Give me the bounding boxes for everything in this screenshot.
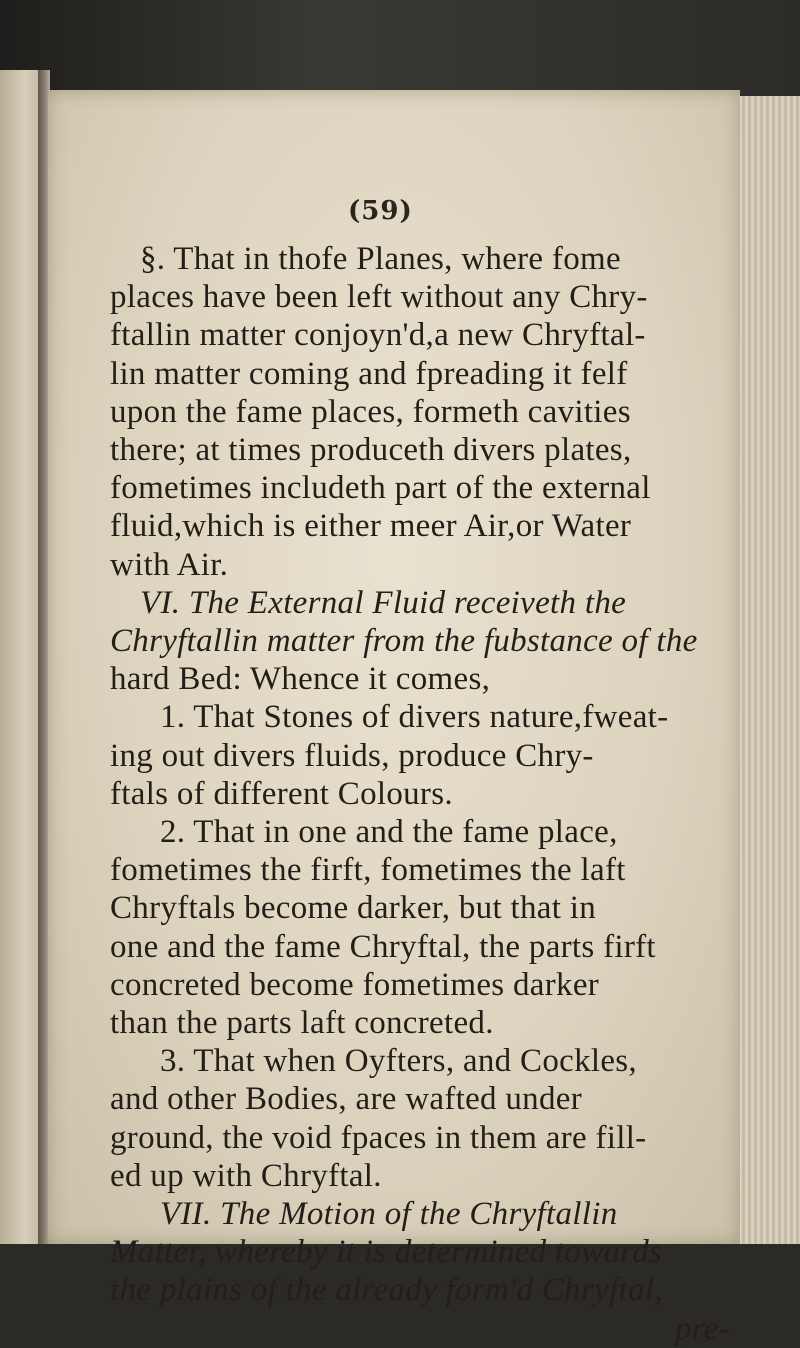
text-line: fometimes the firft, fometimes the laft xyxy=(110,852,626,889)
text-line: Chryftallin matter from the fubstance of the xyxy=(110,623,698,660)
page-text xyxy=(110,240,770,1348)
text-line: 3. That when Oyfters, and Cockles, xyxy=(160,1043,637,1080)
text-line: with Air. xyxy=(110,546,229,583)
text-line: fluid,which is either meer Air,or Water xyxy=(110,508,632,545)
section-heading-vii: VII. The Motion of the Chryftallin xyxy=(160,1196,618,1233)
text-line: than the parts laft concreted. xyxy=(110,1005,494,1042)
book-page xyxy=(48,90,740,1347)
facing-page-edge xyxy=(0,70,42,1244)
section-heading-vi: VI. The External Fluid receiveth the xyxy=(140,584,627,621)
text-line: ftallin matter conjoyn'd,a new Chryftal- xyxy=(110,317,646,354)
text-line: places have been left without any Chry- xyxy=(110,279,648,316)
text-line: Chryftals become darker, but that in xyxy=(110,890,596,927)
text-line: Matter, whereby it is determined towards xyxy=(110,1234,663,1271)
text-line: lin matter coming and fpreading it felf xyxy=(110,355,628,392)
text-line: concreted become fometimes darker xyxy=(110,966,600,1003)
text-line: ing out divers fluids, produce Chry- xyxy=(110,737,594,774)
text-line: 2. That in one and the fame place, xyxy=(160,814,618,851)
text-line: ground, the void fpaces in them are fill- xyxy=(110,1119,647,1156)
text-line: the plains of the already form'd Chryftal, xyxy=(110,1272,663,1309)
page-number: (59) xyxy=(348,196,413,226)
text-line: hard Bed: Whence it comes, xyxy=(110,661,491,698)
text-line: §. That in thofe Planes, where fome xyxy=(140,241,621,277)
text-line: and other Bodies, are wafted under xyxy=(110,1081,583,1118)
text-line: fometimes includeth part of the external xyxy=(110,470,651,507)
text-line: ftals of different Colours. xyxy=(110,775,453,812)
page-stack-edge xyxy=(740,96,800,1244)
catchword: pre- xyxy=(675,1310,730,1347)
text-line: one and the fame Chryftal, the parts firft xyxy=(110,928,656,965)
text-line: 1. That Stones of divers nature,fweat- xyxy=(160,699,669,736)
text-line: there; at times produceth divers plates, xyxy=(110,432,632,469)
text-line: ed up with Chryftal. xyxy=(110,1157,382,1194)
text-line: upon the fame places, formeth cavities xyxy=(110,393,631,430)
